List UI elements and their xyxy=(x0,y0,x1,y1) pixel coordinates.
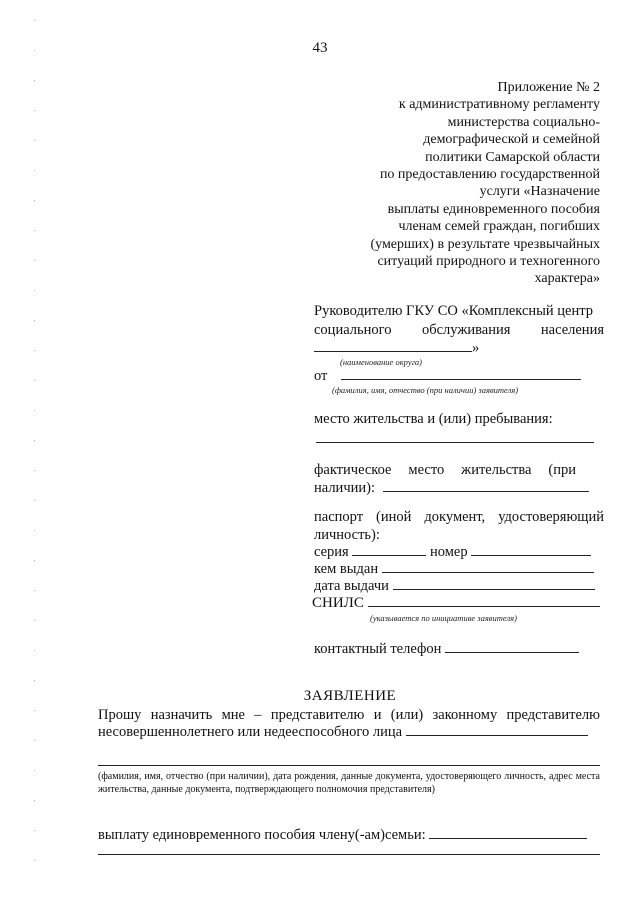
number-field[interactable] xyxy=(471,543,591,556)
from-row xyxy=(314,367,581,385)
from-label: от xyxy=(314,368,328,384)
appendix-line: (умерших) в результате чрезвычайных xyxy=(370,236,600,252)
applicant-name-field[interactable] xyxy=(341,367,581,380)
statement-line-2: несовершеннолетнего или недееспособного лица xyxy=(98,724,403,740)
series-field[interactable] xyxy=(352,543,426,556)
issue-date-row xyxy=(314,577,595,595)
statement-title: ЗАЯВЛЕНИЕ xyxy=(303,688,397,704)
family-member-field-continued[interactable] xyxy=(98,854,600,855)
statement-line-1: Прошу назначить мне – представителю и (или) законному представителю xyxy=(98,707,600,723)
representative-field-continued[interactable] xyxy=(98,765,600,766)
appendix-line: министерства социально- xyxy=(447,114,600,130)
margin-binding-marks xyxy=(34,20,35,880)
representative-note: (фамилия, имя, отчество (при наличии), дата рождения, данные документа, удостоверяющего личность, адрес места жительства, данные документа, подтверждающего полномочия представителя) xyxy=(98,771,600,795)
addressee-line: социального обслуживания населения xyxy=(314,322,604,338)
series-number-row xyxy=(314,543,591,561)
appendix-line: Приложение № 2 xyxy=(497,80,600,95)
appendix-line: по предоставлению государственной xyxy=(379,167,600,183)
addressee-line: Руководителю ГКУ СО «Комплексный центр xyxy=(314,303,593,319)
appendix-line: услуги «Назначение xyxy=(479,184,600,200)
residence-field[interactable] xyxy=(316,442,594,443)
snils-label: СНИЛС xyxy=(312,595,364,611)
appendix-line: к административному регламенту xyxy=(398,97,600,113)
number-label: номер xyxy=(429,544,468,560)
appendix-line: выплаты единовременного пособия xyxy=(387,201,600,217)
actual-residence-label: фактическое место жительства (при xyxy=(314,462,576,478)
appendix-line: ситуаций природного и техногенного xyxy=(377,254,600,270)
issued-by-row xyxy=(314,560,594,578)
issued-by-label: кем выдан xyxy=(314,561,379,577)
series-label: серия xyxy=(314,544,349,560)
snils-row xyxy=(312,594,600,612)
phone-row xyxy=(314,640,579,658)
district-field[interactable] xyxy=(314,339,472,352)
issue-date-field[interactable] xyxy=(393,577,595,590)
district-field-row xyxy=(314,339,479,357)
snils-hint: (указывается по инициативе заявителя) xyxy=(370,613,517,623)
closing-quote: » xyxy=(472,340,480,356)
appendix-line: членам семей граждан, погибших xyxy=(398,219,600,235)
statement-line-2-row xyxy=(98,723,600,741)
actual-residence-field[interactable] xyxy=(383,479,589,492)
appendix-line: политики Самарской области xyxy=(425,149,600,165)
snils-field[interactable] xyxy=(368,594,600,607)
appendix-line: демографической и семейной xyxy=(423,132,600,148)
passport-label: паспорт (иной документ, удостоверяющий xyxy=(314,509,604,525)
district-hint: (наименование округа) xyxy=(340,357,422,367)
appendix-header xyxy=(300,79,600,288)
issue-date-label: дата выдачи xyxy=(314,578,389,594)
issued-by-field[interactable] xyxy=(382,560,594,573)
applicant-name-hint: (фамилия, имя, отчество (при наличии) заявителя) xyxy=(332,385,519,395)
appendix-line: характера» xyxy=(534,271,600,287)
actual-residence-row xyxy=(314,479,589,497)
representative-field[interactable] xyxy=(406,723,588,736)
family-member-field[interactable] xyxy=(429,826,587,839)
phone-label: контактный телефон xyxy=(314,641,442,657)
family-member-row xyxy=(98,826,600,844)
passport-label-end: личность): xyxy=(314,527,380,543)
page-number: 43 xyxy=(312,40,328,56)
actual-residence-label-end: наличии): xyxy=(314,480,375,496)
phone-field[interactable] xyxy=(445,640,579,653)
family-member-label: выплату единовременного пособия члену(-ам)семьи: xyxy=(98,827,426,843)
residence-label: место жительства и (или) пребывания: xyxy=(314,411,553,427)
